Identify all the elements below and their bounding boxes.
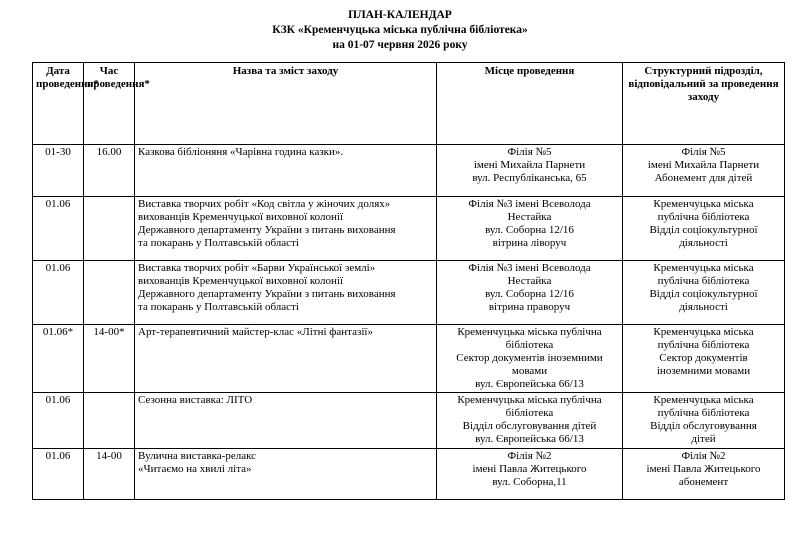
place-cell-line: Філія №2: [507, 450, 552, 462]
column-header-unit: Структурний підрозділ, відповідальний за проведення заходу: [623, 63, 785, 145]
place-cell: [437, 393, 623, 449]
unit-cell-line: публічна бібліотека: [657, 407, 750, 419]
place-cell: [437, 325, 623, 393]
date-cell: 01.06*: [33, 325, 84, 393]
table-row: [33, 261, 785, 325]
header-organization: КЗК «Кременчуцька міська публічна бібліотека»: [272, 24, 528, 36]
place-cell-line: вітрина праворуч: [488, 301, 571, 313]
event-cell: [135, 197, 437, 261]
time-cell: 16.00: [84, 145, 135, 197]
event-cell-line: Виставка творчих робіт «Код світла у жіночих долях»: [138, 198, 391, 210]
event-cell: [135, 261, 437, 325]
unit-cell-line: Відділ соціокультурної: [649, 288, 758, 300]
unit-cell-line: імені Михайла Парнети: [647, 159, 760, 171]
unit-cell-line: Філія №2: [681, 450, 726, 462]
event-cell-line: вихованців Кременчуцької виховної колонії: [138, 275, 344, 287]
table-row: [33, 449, 785, 500]
date-cell: 01.06: [33, 197, 84, 261]
time-cell: [84, 197, 135, 261]
event-cell-line: Казкова бібліоняня «Чарівна година казки».: [138, 146, 344, 158]
column-header-time: Час проведення*: [84, 63, 135, 145]
unit-cell-line: Відділ обслуговування: [650, 420, 757, 432]
place-cell-line: вул. Соборна 12/16: [485, 288, 574, 300]
time-cell: [84, 393, 135, 449]
unit-cell-line: імені Павла Житецького: [646, 463, 761, 475]
event-cell-line: Арт-терапевтичний майстер-клас «Літні фантазії»: [138, 326, 373, 338]
unit-cell-line: Сектор документів: [659, 352, 748, 364]
table-row: [33, 393, 785, 449]
place-cell-line: вул. Європейська 66/13: [475, 378, 584, 390]
place-cell-line: Нестайка: [507, 275, 552, 287]
place-cell-line: Сектор документів іноземними: [456, 352, 603, 364]
place-cell: [437, 145, 623, 197]
place-cell-line: вул. Соборна 12/16: [485, 224, 574, 236]
unit-cell-line: публічна бібліотека: [657, 211, 750, 223]
unit-cell-line: дітей: [691, 433, 716, 445]
document-header: [0, 0, 800, 53]
table-row: [33, 325, 785, 393]
unit-cell: [623, 261, 785, 325]
place-cell-line: мовами: [511, 365, 548, 377]
place-cell-line: бібліотека: [505, 407, 554, 419]
column-header-event: Назва та зміст заходу: [135, 63, 437, 145]
table-header-row: [33, 63, 785, 145]
unit-cell-line: публічна бібліотека: [657, 339, 750, 351]
place-cell: [437, 261, 623, 325]
unit-cell-line: абонемент: [678, 476, 729, 488]
header-title: ПЛАН-КАЛЕНДАР: [348, 9, 452, 21]
place-cell-line: Кременчуцька міська публічна: [457, 326, 602, 338]
place-cell-line: Філія №3 імені Всеволода: [468, 198, 591, 210]
date-cell: 01.06: [33, 393, 84, 449]
place-cell-line: вул. Європейська 66/13: [475, 433, 584, 445]
event-cell-line: Виставка творчих робіт «Барви Української землі»: [138, 262, 376, 274]
event-cell: [135, 145, 437, 197]
event-cell: [135, 449, 437, 500]
unit-cell: [623, 449, 785, 500]
place-cell-line: вітрина ліворуч: [492, 237, 567, 249]
date-cell: 01.06: [33, 261, 84, 325]
unit-cell-line: діяльності: [679, 237, 728, 249]
unit-cell-line: Відділ соціокультурної: [649, 224, 758, 236]
event-cell: [135, 393, 437, 449]
table-row: [33, 145, 785, 197]
place-cell-line: вул. Республіканська, 65: [472, 172, 587, 184]
time-cell: 14-00: [84, 449, 135, 500]
event-cell-line: Державного департаменту України з питань виховання: [138, 224, 396, 236]
unit-cell-line: діяльності: [679, 301, 728, 313]
unit-cell: [623, 393, 785, 449]
place-cell-line: Відділ обслуговування дітей: [462, 420, 597, 432]
event-cell-line: та покарань у Полтавській області: [138, 237, 299, 249]
unit-cell-line: Кременчуцька міська: [653, 394, 754, 406]
place-cell-line: Нестайка: [507, 211, 552, 223]
event-cell: [135, 325, 437, 393]
unit-cell-line: іноземними мовами: [656, 365, 751, 377]
date-cell: 01.06: [33, 449, 84, 500]
date-cell: 01-30: [33, 145, 84, 197]
unit-cell-line: Кременчуцька міська: [653, 262, 754, 274]
event-cell-line: Сезонна виставка: ЛІТО: [138, 394, 253, 406]
event-cell-line: та покарань у Полтавській області: [138, 301, 299, 313]
unit-cell-line: Філія №5: [681, 146, 726, 158]
plan-table: [32, 62, 785, 500]
place-cell-line: імені Павла Житецького: [472, 463, 587, 475]
place-cell-line: вул. Соборна,11: [492, 476, 567, 488]
event-cell-line: вихованців Кременчуцької виховної колонії: [138, 211, 344, 223]
plan-table-body: [33, 145, 785, 500]
place-cell: [437, 449, 623, 500]
unit-cell-line: Абонемент для дітей: [654, 172, 753, 184]
header-period: на 01-07 червня 2026 року: [332, 39, 468, 51]
time-cell: [84, 261, 135, 325]
event-cell-line: Державного департаменту України з питань виховання: [138, 288, 396, 300]
unit-cell: [623, 145, 785, 197]
place-cell-line: бібліотека: [505, 339, 554, 351]
table-row: [33, 197, 785, 261]
unit-cell-line: публічна бібліотека: [657, 275, 750, 287]
place-cell-line: Філія №5: [507, 146, 552, 158]
time-cell: 14-00*: [84, 325, 135, 393]
event-cell-line: «Читаємо на хвилі літа»: [138, 463, 252, 475]
column-header-place: Місце проведення: [437, 63, 623, 145]
unit-cell-line: Кременчуцька міська: [653, 326, 754, 338]
unit-cell: [623, 197, 785, 261]
unit-cell-line: Кременчуцька міська: [653, 198, 754, 210]
place-cell-line: Кременчуцька міська публічна: [457, 394, 602, 406]
place-cell-line: імені Михайла Парнети: [473, 159, 586, 171]
event-cell-line: Вулична виставка-релакс: [138, 450, 257, 462]
place-cell-line: Філія №3 імені Всеволода: [468, 262, 591, 274]
place-cell: [437, 197, 623, 261]
column-header-date: Дата проведення*: [33, 63, 84, 145]
unit-cell: [623, 325, 785, 393]
